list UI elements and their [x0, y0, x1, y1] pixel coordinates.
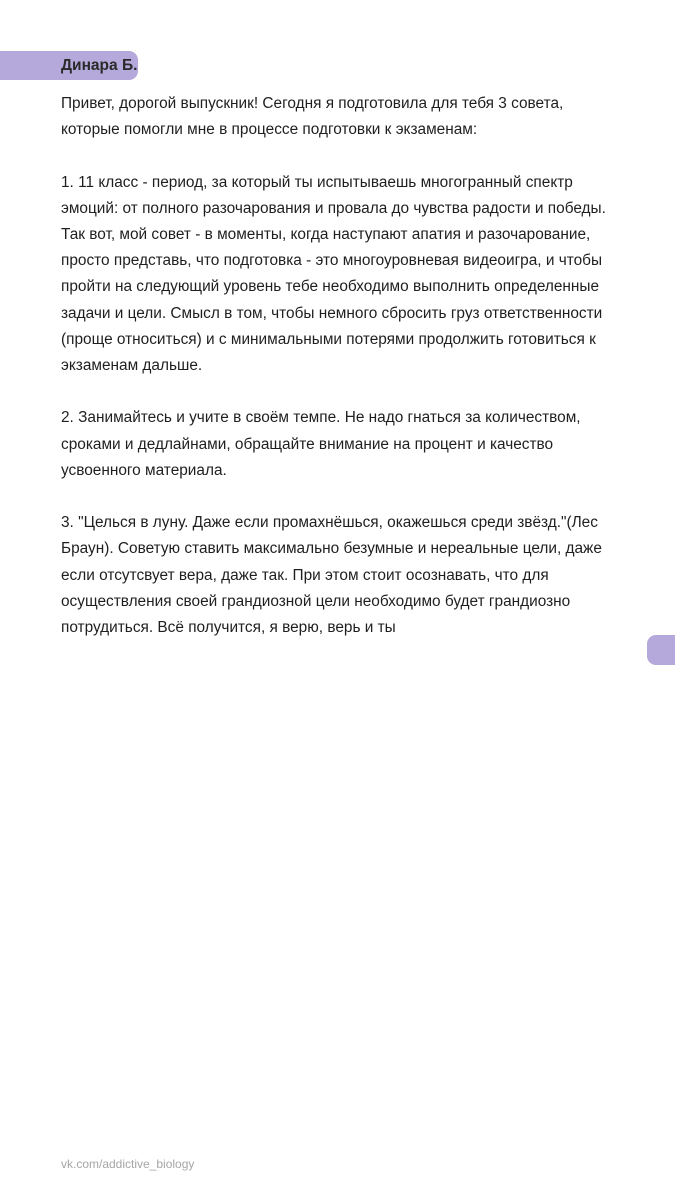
- tip-1: 1. 11 класс - период, за который ты испытываешь многогранный спектр эмоций: от полного разочарования и провала до чувства радости и победы. Так вот, мой совет - в моменты, когда наступают апатия и разочарование, просто представь, что подготовка - это многоуровневая видеоигра, и чтобы пройти на следующий уровень тебе необходимо выполнить определенные задачи и цели. Смысл в том, чтобы немного сбросить груз ответственности (проще относиться) и с минимальными потерями продолжить готовиться к экзаменам дальше.: [61, 173, 606, 375]
- tip-2: 2. Занимайтесь и учите в своём темпе. Не надо гнаться за количеством, сроками и дедлайнами, обращайте внимание на процент и качество усвоенного материала.: [61, 409, 581, 479]
- tip-3: 3. "Целься в луну. Даже если промахнёшься, окажешься среди звёзд."(Лес Браун). Советую ставить максимально безумные и нереальные цели, даже если отсутсвует вера, даже так. При этом стоит осознавать, что для осуществления своей грандиозной цели необходимо будет грандиозно потрудиться. Всё получится, я верю, верь и ты: [61, 514, 602, 637]
- source-link[interactable]: vk.com/addictive_biology: [61, 1157, 195, 1171]
- post-intro: Привет, дорогой выпускник! Сегодня я подготовила для тебя 3 совета, которые помогли мне в процессе подготовки к экзаменам:: [61, 95, 564, 139]
- author-name-badge: Динара Б.: [0, 51, 138, 80]
- post-body: [61, 91, 621, 667]
- next-page-tab[interactable]: [647, 635, 675, 665]
